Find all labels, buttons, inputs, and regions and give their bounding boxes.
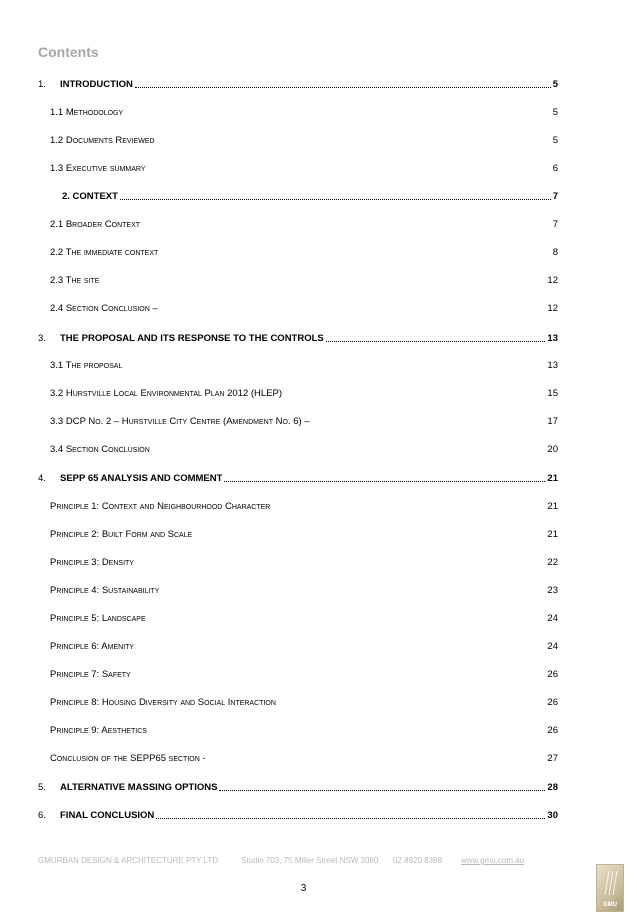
- toc-title: THE PROPOSAL AND ITS RESPONSE TO THE CONTROLS: [60, 333, 324, 344]
- toc-page: 17: [547, 416, 558, 427]
- toc-entry-principle-3[interactable]: [38, 553, 558, 569]
- toc-title: 2. CONTEXT: [62, 191, 118, 202]
- toc-number: 6.: [38, 810, 46, 821]
- page-footer: [38, 856, 538, 868]
- toc-title: Principle 6: Amenity: [50, 641, 135, 652]
- toc-title: 3.1 The proposal: [50, 360, 123, 371]
- toc-number: 5.: [38, 782, 46, 793]
- footer-phone: 02 8920 8388: [393, 856, 442, 865]
- toc-page: 23: [547, 585, 558, 596]
- toc-entry-broader-context[interactable]: [38, 215, 558, 231]
- toc-title: FINAL CONCLUSION: [60, 810, 155, 821]
- toc-title: 1.2 Documents Reviewed: [50, 135, 155, 146]
- toc-page: 8: [552, 247, 558, 258]
- toc-entry-section-conclusion-3[interactable]: [38, 440, 558, 456]
- toc-title: 3.3 DCP No. 2 – Hurstville City Centre (Amendment No. 6) –: [50, 416, 310, 427]
- toc-title: Principle 4: Sustainability: [50, 585, 160, 596]
- toc-page: 15: [547, 388, 558, 399]
- toc-entry-final-conclusion[interactable]: [38, 806, 558, 822]
- toc-title: Principle 5: Landscape: [50, 613, 146, 624]
- toc-title: ALTERNATIVE MASSING OPTIONS: [60, 782, 218, 793]
- toc-title: 3.2 Hurstville Local Environmental Plan 2012 (HLEP): [50, 388, 283, 399]
- toc-entry-principle-7[interactable]: [38, 665, 558, 681]
- toc-page: 12: [547, 303, 558, 314]
- footer-website-link[interactable]: www.gmu.com.au: [461, 856, 525, 865]
- toc-page: 5: [552, 107, 558, 118]
- toc-entry-sepp65[interactable]: [38, 469, 558, 485]
- toc-page: 12: [547, 275, 558, 286]
- toc-title: SEPP 65 ANALYSIS AND COMMENT: [60, 473, 223, 484]
- toc-entry-the-site[interactable]: [38, 271, 558, 287]
- toc-page: 24: [547, 641, 558, 652]
- toc-entry-section-conclusion-2[interactable]: [38, 299, 558, 315]
- toc-leader: [224, 481, 545, 482]
- toc-title: Principle 9: Aesthetics: [50, 725, 147, 736]
- contents-heading: Contents: [38, 44, 99, 60]
- toc-page: 20: [547, 444, 558, 455]
- toc-title: 2.4 Section Conclusion –: [50, 303, 158, 314]
- toc-page: 6: [552, 163, 558, 174]
- toc-number: 3.: [38, 333, 46, 344]
- page-number: 3: [300, 883, 307, 894]
- toc-entry-executive-summary[interactable]: [38, 159, 558, 175]
- toc-page: 13: [547, 333, 558, 344]
- toc-title: Principle 3: Density: [50, 557, 134, 568]
- toc-title: Principle 1: Context and Neighbourhood Character: [50, 501, 271, 512]
- toc-title: 2.2 The immediate context: [50, 247, 159, 258]
- toc-entry-methodology[interactable]: [38, 103, 558, 119]
- toc-page: 21: [547, 473, 558, 484]
- toc-leader: [120, 199, 551, 200]
- toc-page: 26: [547, 669, 558, 680]
- toc-page: 22: [547, 557, 558, 568]
- toc-title: 1.1 Methodology: [50, 107, 124, 118]
- toc-entry-proposal[interactable]: [38, 329, 558, 345]
- toc-title: 1.3 Executive summary: [50, 163, 146, 174]
- toc-page: 21: [547, 529, 558, 540]
- toc-title: 2.3 The site: [50, 275, 100, 286]
- toc-entry-principle-9[interactable]: [38, 721, 558, 737]
- toc-title: INTRODUCTION: [60, 79, 133, 90]
- toc-page: 26: [547, 725, 558, 736]
- toc-page: 28: [547, 782, 558, 793]
- toc-entry-documents-reviewed[interactable]: [38, 131, 558, 147]
- toc-entry-principle-8[interactable]: [38, 693, 558, 709]
- toc-number: 4.: [38, 473, 46, 484]
- toc-title: Principle 2: Built Form and Scale: [50, 529, 193, 540]
- toc-entry-dcp[interactable]: [38, 412, 558, 428]
- toc-leader: [156, 818, 545, 819]
- toc-entry-immediate-context[interactable]: [38, 243, 558, 259]
- toc-entry-sepp65-conclusion[interactable]: [38, 749, 558, 765]
- toc-page: 26: [547, 697, 558, 708]
- toc-entry-principle-1[interactable]: [38, 497, 558, 513]
- toc-entry-introduction[interactable]: [38, 75, 558, 91]
- toc-entry-the-proposal[interactable]: [38, 356, 558, 372]
- footer-company: GMURBAN DESIGN & ARCHITECTURE PTY LTD: [38, 856, 219, 865]
- toc-page: 7: [552, 191, 558, 202]
- toc-leader: [135, 87, 551, 88]
- toc-page: 5: [552, 79, 558, 90]
- toc-entry-principle-4[interactable]: [38, 581, 558, 597]
- toc-title: 2.1 Broader Context: [50, 219, 141, 230]
- toc-leader: [219, 790, 545, 791]
- toc-page: 13: [547, 360, 558, 371]
- footer-address: Studio 703, 75 Miller Street NSW 2060: [241, 856, 379, 865]
- toc-entry-principle-2[interactable]: [38, 525, 558, 541]
- toc-entry-hlep[interactable]: [38, 384, 558, 400]
- toc-title: 3.4 Section Conclusion: [50, 444, 150, 455]
- toc-entry-alternative-massing[interactable]: [38, 778, 558, 794]
- toc-page: 21: [547, 501, 558, 512]
- toc-page: 24: [547, 613, 558, 624]
- toc-page: 7: [552, 219, 558, 230]
- logo-text: GMU: [603, 902, 617, 908]
- toc-entry-context[interactable]: [62, 187, 558, 203]
- toc-title: Conclusion of the SEPP65 section -: [50, 753, 206, 764]
- toc-entry-principle-5[interactable]: [38, 609, 558, 625]
- toc-page: 5: [552, 135, 558, 146]
- toc-page: 30: [547, 810, 558, 821]
- toc-title: Principle 8: Housing Diversity and Social Interaction: [50, 697, 276, 708]
- toc-title: Principle 7: Safety: [50, 669, 131, 680]
- toc-page: 27: [547, 753, 558, 764]
- toc-number: 1.: [38, 79, 46, 90]
- toc-leader: [326, 341, 546, 342]
- toc-entry-principle-6[interactable]: [38, 637, 558, 653]
